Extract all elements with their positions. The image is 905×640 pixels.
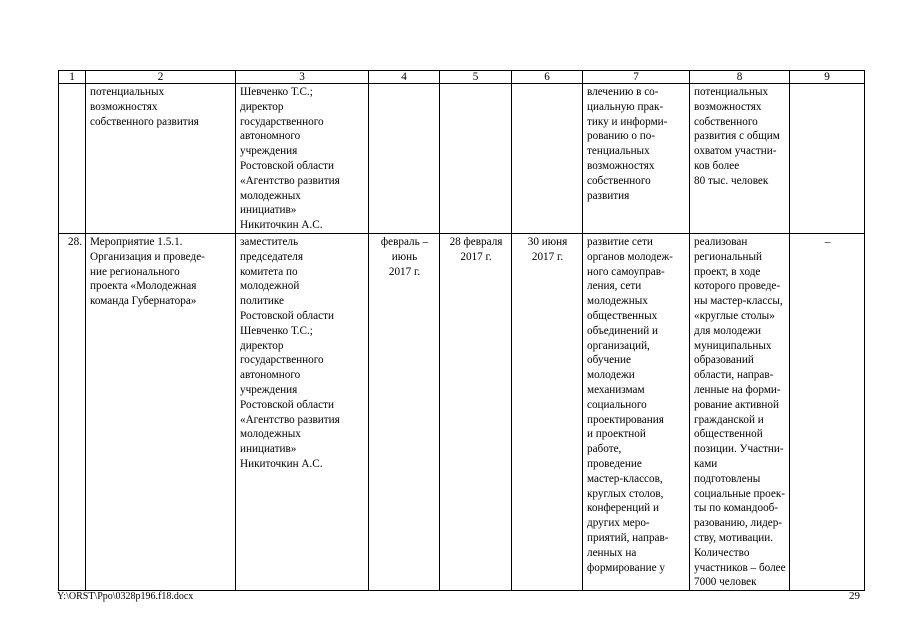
document-table xyxy=(58,70,865,591)
cell-responsible: заместитель председателя комитета по молодежной политике Ростовской области Шевченко Т.С.; директор государственного автономного учреждения Ростовской области «Агентство развития молодежных инициатив» Никиточкин А.С. xyxy=(236,233,369,590)
column-number-1: 1 xyxy=(59,71,86,84)
column-number-4: 4 xyxy=(369,71,440,84)
cell-start-date xyxy=(440,84,512,234)
column-number-2: 2 xyxy=(86,71,236,84)
cell-planned-period xyxy=(369,84,440,234)
cell-number: 28. xyxy=(59,233,86,590)
cell-end-date xyxy=(512,84,583,234)
cell-event-name: Мероприятие 1.5.1. Организация и проведе- ние регионального проекта «Молодежная команда Губернатора» xyxy=(86,233,236,590)
cell-number xyxy=(59,84,86,234)
column-number-8: 8 xyxy=(690,71,790,84)
cell-reasons xyxy=(790,84,865,234)
page-number: 29 xyxy=(849,590,860,602)
cell-reasons: – xyxy=(790,233,865,590)
table-row-continued xyxy=(59,84,865,234)
cell-actual-result: потенциальных возможностях собственного развития с общим охватом участни- ков более 80 тыс. человек xyxy=(690,84,790,234)
column-number-9: 9 xyxy=(790,71,865,84)
column-number-6: 6 xyxy=(512,71,583,84)
cell-end-date: 30 июня 2017 г. xyxy=(512,233,583,590)
cell-event-name: потенциальных возможностях собственного развития xyxy=(86,84,236,234)
footer-file-path: Y:\ORST\Ppo\0328p196.f18.docx xyxy=(57,591,194,602)
table-header-row xyxy=(59,71,865,84)
table-row-28 xyxy=(59,233,865,590)
cell-start-date: 28 февраля 2017 г. xyxy=(440,233,512,590)
cell-planned-period: февраль – июнь 2017 г. xyxy=(369,233,440,590)
cell-expected-result: влечению в со- циальную прак- тику и информи- рованию о по- тенциальных возможностях собственного развития xyxy=(583,84,690,234)
column-number-3: 3 xyxy=(236,71,369,84)
cell-responsible: Шевченко Т.С.; директор государственного автономного учреждения Ростовской области «Агентство развития молодежных инициатив» Никиточкин А.С. xyxy=(236,84,369,234)
column-number-5: 5 xyxy=(440,71,512,84)
column-number-7: 7 xyxy=(583,71,690,84)
cell-expected-result: развитие сети органов молодеж- ного самоуправ- ления, сети молодежных общественных объединений и организаций, обучение молодежи механизмам социального проектирования и проектной работе, проведение мастер-классов, круглых столов, конференций и других меро- приятий, направ- ленных на формирование у xyxy=(583,233,690,590)
cell-actual-result: реализован региональный проект, в ходе которого проведе- ны мастер-классы, «круглые столы» для молодежи муниципальных образований области, направ- ленные на форми- рование активной гражданской и общественной позиции. Участни- ками подготовлены социальные проек- ты по командооб- разованию, лидер- ству, мотивации. Количество участников – более 7000 человек xyxy=(690,233,790,590)
